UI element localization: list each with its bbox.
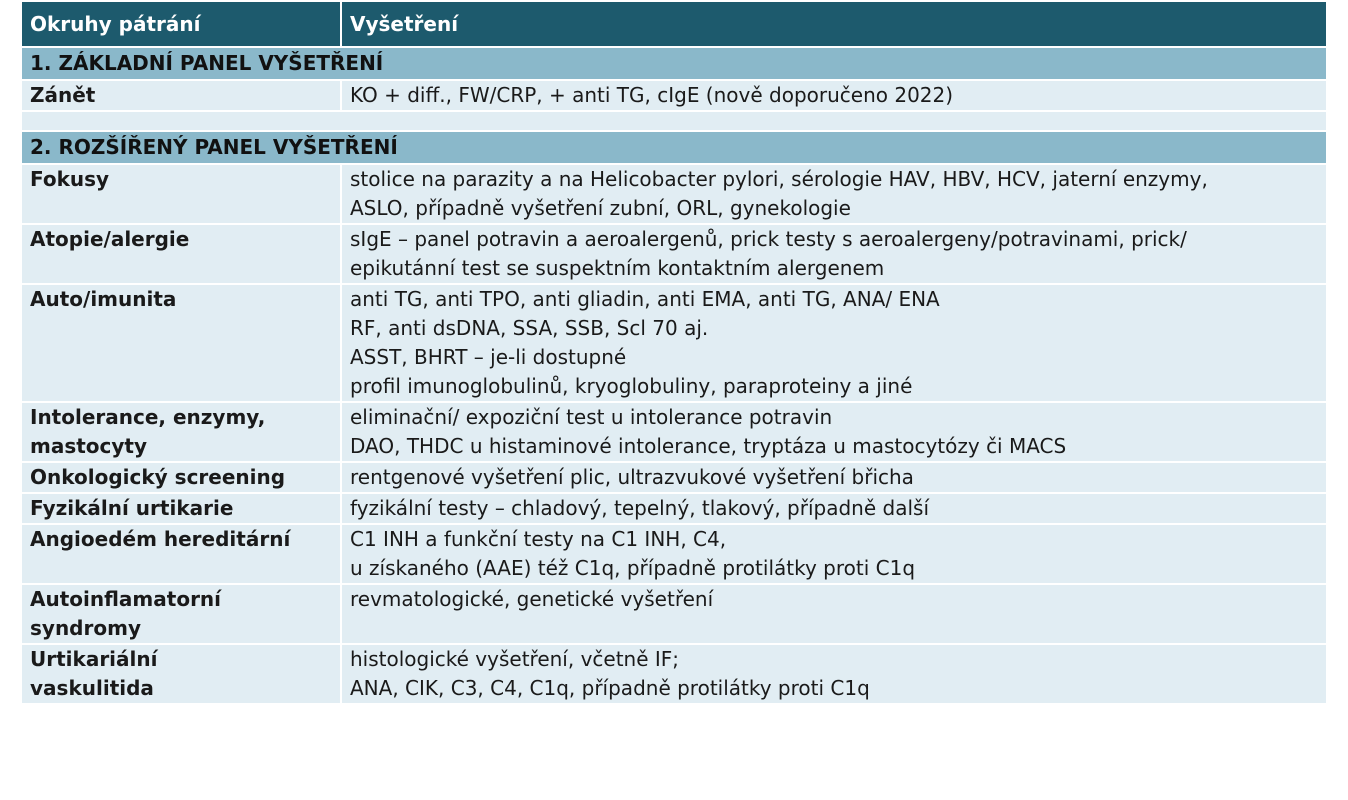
row-exam-line: fyzikální testy – chladový, tepelný, tlakový, případně další	[350, 496, 929, 520]
row-topic	[21, 493, 341, 524]
table-row	[21, 224, 1327, 284]
row-topic	[21, 462, 341, 493]
spacer-cell	[21, 111, 1327, 131]
row-exam-line: u získaného (AAE) též C1q, případně protilátky proti C1q	[350, 556, 916, 580]
row-exam-line: stolice na parazity a na Helicobacter pylori, sérologie HAV, HBV, HCV, jaterní enzymy,	[350, 167, 1208, 191]
row-topic	[21, 584, 341, 644]
row-topic-line: Onkologický screening	[30, 465, 286, 489]
row-exam-line: KO + diff., FW/CRP, + anti TG, cIgE (nově doporučeno 2022)	[350, 83, 954, 107]
table-row	[21, 402, 1327, 462]
row-exam-line: RF, anti dsDNA, SSA, SSB, Scl 70 aj.	[350, 316, 709, 340]
header-col-topics: Okruhy pátrání	[21, 1, 341, 47]
row-exam-line: epikutánní test se suspektním kontaktním alergenem	[350, 256, 885, 280]
row-exam-line: ASST, BHRT – je-li dostupné	[350, 345, 627, 369]
table-row	[21, 644, 1327, 704]
row-topic	[21, 524, 341, 584]
table-row	[21, 493, 1327, 524]
row-exam-line: ASLO, případně vyšetření zubní, ORL, gynekologie	[350, 196, 851, 220]
row-topic-line: mastocyty	[30, 434, 148, 458]
row-exam-line: histologické vyšetření, včetně IF;	[350, 647, 680, 671]
table-row	[21, 524, 1327, 584]
row-exams	[341, 164, 1327, 224]
row-topic-line: Angioedém hereditární	[30, 527, 291, 551]
row-topic-line: vaskulitida	[30, 676, 154, 700]
row-topic-line: Zánět	[30, 83, 96, 107]
row-exams	[341, 644, 1327, 704]
row-topic-line: Auto/imunita	[30, 287, 177, 311]
row-exam-line: ANA, CIK, C3, C4, C1q, případně protilátky proti C1q	[350, 676, 870, 700]
row-exams	[341, 402, 1327, 462]
row-exam-line: C1 INH a funkční testy na C1 INH, C4,	[350, 527, 727, 551]
row-topic	[21, 164, 341, 224]
table-row	[21, 80, 1327, 111]
section-title: 2. ROZŠÍŘENÝ PANEL VYŠETŘENÍ	[21, 131, 1327, 164]
exam-table	[20, 0, 1328, 705]
table-row	[21, 462, 1327, 493]
row-exams	[341, 462, 1327, 493]
row-exams	[341, 80, 1327, 111]
table-header-row	[21, 1, 1327, 47]
row-exams	[341, 584, 1327, 644]
section-row-basic	[21, 47, 1327, 80]
row-exam-line: sIgE – panel potravin a aeroalergenů, prick testy s aeroalergeny/potravinami, prick/	[350, 227, 1187, 251]
row-exams	[341, 524, 1327, 584]
row-topic	[21, 80, 341, 111]
row-topic	[21, 224, 341, 284]
row-topic-line: Fyzikální urtikarie	[30, 496, 234, 520]
row-topic-line: Urtikariální	[30, 647, 158, 671]
row-exam-line: DAO, THDC u histaminové intolerance, tryptáza u mastocytózy či MACS	[350, 434, 1067, 458]
row-exam-line: anti TG, anti TPO, anti gliadin, anti EMA, anti TG, ANA/ ENA	[350, 287, 940, 311]
table-row	[21, 584, 1327, 644]
header-col-exams: Vyšetření	[341, 1, 1327, 47]
row-topic-line: Atopie/alergie	[30, 227, 190, 251]
section-title: 1. ZÁKLADNÍ PANEL VYŠETŘENÍ	[21, 47, 1327, 80]
row-topic-line: Intolerance, enzymy,	[30, 405, 266, 429]
row-topic-line: Autoinflamatorní	[30, 587, 222, 611]
row-topic	[21, 402, 341, 462]
row-exam-line: revmatologické, genetické vyšetření	[350, 587, 714, 611]
row-exams	[341, 224, 1327, 284]
row-exam-line: eliminační/ expoziční test u intolerance potravin	[350, 405, 833, 429]
row-topic	[21, 644, 341, 704]
row-topic-line: syndromy	[30, 616, 141, 640]
row-exams	[341, 493, 1327, 524]
table-row	[21, 164, 1327, 224]
spacer-row	[21, 111, 1327, 131]
row-topic	[21, 284, 341, 402]
section-row-extended	[21, 131, 1327, 164]
row-exam-line: rentgenové vyšetření plic, ultrazvukové vyšetření břicha	[350, 465, 914, 489]
row-topic-line: Fokusy	[30, 167, 110, 191]
row-exam-line: profil imunoglobulinů, kryoglobuliny, paraproteiny a jiné	[350, 374, 913, 398]
row-exams	[341, 284, 1327, 402]
exam-table-container	[20, 0, 1326, 705]
table-row	[21, 284, 1327, 402]
